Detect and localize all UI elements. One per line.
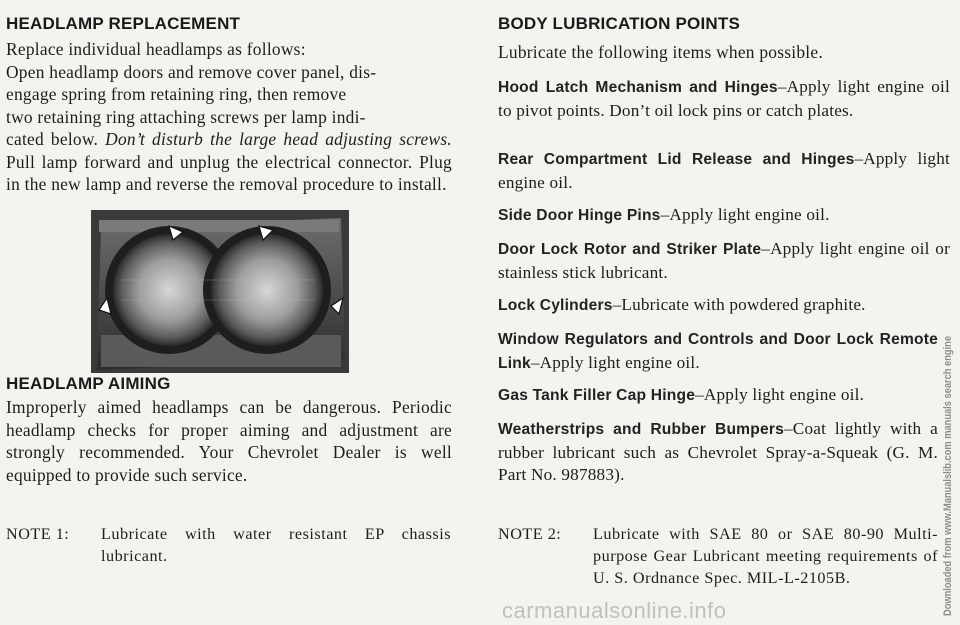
para1-line3: engage spring from retaining ring, then remove (6, 84, 347, 104)
item-hood-latch: Hood Latch Mechanism and Hinges–Apply light engine oil to pivot points. Don’t oil lock pins or catch plates. (498, 77, 950, 120)
para1-line1: Replace individual headlamps as follows: (6, 39, 306, 59)
item-rear-compartment: Rear Compartment Lid Release and Hinges–Apply light engine oil. (498, 149, 950, 192)
note-1-text: Lubricate with water resistant EP chassis lubricant. (101, 525, 451, 565)
item-text: Apply light engine oil to pivot points. Don’t oil lock pins or catch plates. (498, 77, 950, 120)
para1-line4: two retaining ring attaching screws per lamp indi- (6, 106, 366, 127)
lubrication-intro: Lubricate the following items when possible. (498, 42, 823, 62)
para1-line5: cated below. (6, 129, 99, 149)
item-text: Coat lightly with a rubber lubricant such as Chevrolet Spray-a-Squeak (G. M. Part No. 987883). (498, 419, 938, 484)
item-title: Lock Cylinders (498, 297, 613, 314)
item-title: Door Lock Rotor and Striker Plate (498, 241, 762, 258)
item-title: Side Door Hinge Pins (498, 207, 661, 224)
headlamp-aiming-text: Improperly aimed headlamps can be dangerous. Periodic headlamp checks for proper aiming and adjustment are strongly recommended. Your Chevrolet Dealer is well equipped to provide such service. (6, 397, 452, 485)
item-text: Lubricate with powdered graphite. (621, 295, 866, 314)
para1-tail: Pull lamp forward and unplug the electrical connector. Plug in the new lamp and reverse the removal procedure to install. (6, 151, 452, 194)
body-lubrication-heading: BODY LUBRICATION POINTS (498, 14, 740, 33)
item-weatherstrips: Weatherstrips and Rubber Bumpers–Coat lightly with a rubber lubricant such as Chevrolet Spray-a-Squeak (G. M. Part No. 987883). (498, 419, 938, 484)
item-window-regulators: Window Regulators and Controls and Door Lock Remote Link–Apply light engine oil. (498, 331, 938, 372)
item-text: Apply light engine oil. (703, 385, 865, 404)
item-text: Apply light engine oil. (539, 352, 700, 372)
note-2-text: Lubricate with SAE 80 or SAE 80-90 Multi-purpose Gear Lubricant meeting requirements of U. S. Ordnance Spec. MIL-L-2105B. (593, 525, 938, 587)
item-text: Apply light engine oil. (498, 149, 950, 192)
note-2-label: NOTE 2: (498, 525, 562, 543)
para1-rest (6, 128, 452, 196)
item-text: Apply light engine oil or stainless stick lubricant. (498, 239, 951, 282)
item-side-door-hinge: Side Door Hinge Pins–Apply light engine oil. (498, 205, 830, 224)
para1-italic-warning: Don’t disturb the large head adjusting screws. (105, 129, 452, 149)
item-title: Rear Compartment Lid Release and Hinges (498, 151, 855, 168)
item-title: Gas Tank Filler Cap Hinge (498, 387, 696, 404)
side-watermark-svg (936, 330, 956, 620)
headlamp-aiming-heading: HEADLAMP AIMING (6, 374, 171, 393)
para1-line2: Open headlamp doors and remove cover panel, dis- (6, 61, 377, 82)
headlamp-replacement-text (6, 38, 452, 196)
item-door-lock-rotor: Door Lock Rotor and Striker Plate–Apply light engine oil or stainless stick lubricant. (498, 239, 951, 282)
item-text: Apply light engine oil. (669, 205, 830, 224)
item-title: Window Regulators and Controls and Door Lock Remote Link (498, 331, 938, 372)
side-watermark-text: Downloaded from www.Manualslib.com manuals search engine (942, 330, 954, 616)
item-lock-cylinders: Lock Cylinders–Lubricate with powdered graphite. (498, 295, 866, 314)
item-gas-tank-filler: Gas Tank Filler Cap Hinge–Apply light engine oil. (498, 385, 865, 404)
note-1-label: NOTE 1: (6, 525, 70, 543)
note-1 (6, 523, 454, 573)
headlamp-photo (91, 210, 349, 373)
bottom-watermark: carmanualsonline.info (502, 598, 727, 623)
side-watermark (936, 330, 956, 620)
headlamp-replacement-heading: HEADLAMP REPLACEMENT (6, 14, 241, 33)
item-title: Weatherstrips and Rubber Bumpers (498, 421, 784, 438)
item-title: Hood Latch Mechanism and Hinges (498, 79, 778, 96)
